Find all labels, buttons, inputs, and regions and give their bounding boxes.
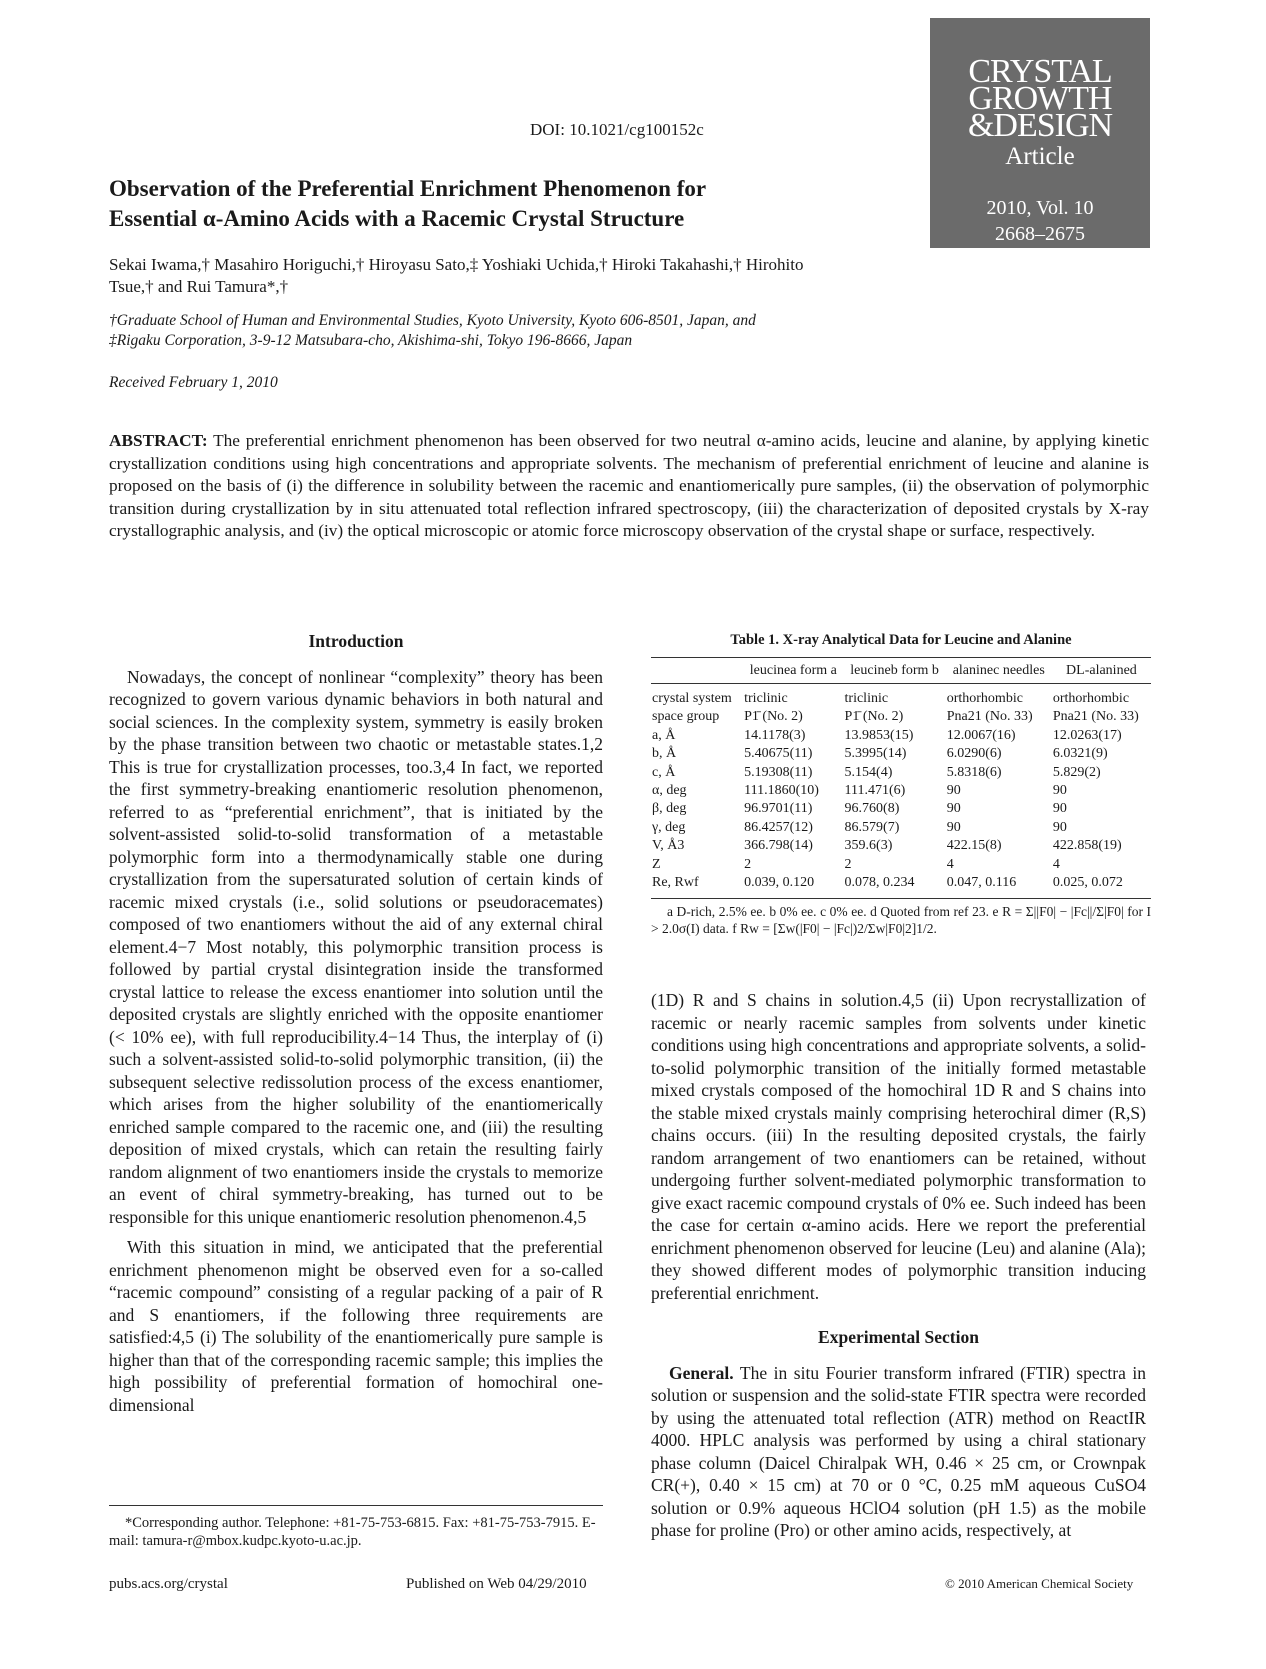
table-row bbox=[651, 819, 1151, 837]
journal-name-line-1: CRYSTAL bbox=[968, 53, 1112, 90]
table-cell: 90 bbox=[946, 783, 961, 799]
table-header-cell: DL-alanined bbox=[1052, 658, 1151, 684]
general-label: General. bbox=[669, 1362, 734, 1383]
abstract bbox=[109, 430, 1149, 543]
table-cell: 12.0263(17) bbox=[1052, 727, 1122, 743]
table-cell: 0.025, 0.072 bbox=[1052, 875, 1123, 891]
table-cell: 422.15(8) bbox=[946, 838, 1002, 854]
table-row bbox=[651, 800, 1151, 818]
table-cell: 90 bbox=[1052, 783, 1067, 799]
table-cell: 13.9853(15) bbox=[844, 727, 914, 743]
table-cell: 90 bbox=[1052, 819, 1067, 835]
table-cell: 14.1178(3) bbox=[744, 727, 806, 743]
table-cell: 359.6(3) bbox=[844, 838, 893, 854]
table-cell: 0.039, 0.120 bbox=[744, 875, 815, 891]
corresponding-author-footnote: *Corresponding author. Telephone: +81-75-753-6815. Fax: +81-75-753-7915. E-mail: tamura-r@mbox.kudpc.kyoto-u.ac.jp. bbox=[109, 1505, 603, 1550]
table-footnotes: a D-rich, 2.5% ee. b 0% ee. c 0% ee. d Quoted from ref 23. e R = Σ||F0| − |Fc||/Σ|F0| for I > 2.0σ(I) data. f Rw = [Σw(|F0| − |Fc|)2/Σw|F0|2]1/2. bbox=[651, 904, 1151, 937]
table-cell: 4 bbox=[946, 856, 954, 872]
table-cell: 6.0290(6) bbox=[946, 746, 1002, 762]
intro-paragraph-2: With this situation in mind, we anticipated that the preferential enrichment phenomenon might be observed even for a so-called “racemic compound” consisting of a regular packing of a pair of R and S enantiomers, if the following three requirements are satisfied:4,5 (i) The solubility of the enantiomerically pure sample is higher than that of the corresponding racemic sample; this implies the high possibility of preferential formation of homochiral one-dimensional bbox=[109, 1237, 603, 1415]
table-cell: 86.579(7) bbox=[844, 819, 900, 835]
doi-link[interactable]: DOI: 10.1021/cg100152c bbox=[530, 120, 704, 139]
table-body bbox=[651, 684, 1151, 899]
table-cell: 0.078, 0.234 bbox=[844, 875, 915, 891]
journal-url[interactable]: pubs.acs.org/crystal bbox=[109, 1576, 228, 1592]
table-cell: triclinic bbox=[844, 691, 889, 706]
table-row-label: space group bbox=[652, 709, 720, 725]
table-header-cell: leucineb form b bbox=[844, 658, 946, 684]
journal-volume bbox=[930, 195, 1150, 247]
table-row-label: γ, deg bbox=[652, 819, 686, 835]
table-cell: 90 bbox=[946, 819, 961, 835]
table-cell: orthorhombic bbox=[1052, 691, 1130, 706]
table-row-label: b, Å bbox=[652, 746, 677, 762]
journal-badge bbox=[930, 18, 1150, 248]
experimental-heading: Experimental Section bbox=[818, 1327, 979, 1347]
volume-line: 2010, Vol. 10 bbox=[986, 197, 1094, 219]
table-cell: 5.19308(11) bbox=[744, 764, 813, 780]
author-list: Sekai Iwama,† Masahiro Horiguchi,† Hiroyasu Sato,‡ Yoshiaki Uchida,† Hiroki Takahashi,† Hirohito Tsue,† and Rui Tamura*,† bbox=[109, 255, 804, 296]
table-cell: 12.0067(16) bbox=[946, 727, 1016, 743]
table-row-label: crystal system bbox=[652, 691, 732, 706]
table-row bbox=[651, 727, 1151, 745]
table-row bbox=[651, 856, 1151, 874]
table-cell: 366.798(14) bbox=[744, 838, 813, 854]
table-row bbox=[651, 874, 1151, 899]
publication-date: Published on Web 04/29/2010 bbox=[406, 1576, 587, 1592]
table-cell: 5.8318(6) bbox=[946, 764, 1002, 780]
table-row bbox=[651, 764, 1151, 782]
table-cell: 96.760(8) bbox=[844, 801, 900, 817]
table-row-label: a, Å bbox=[652, 727, 676, 743]
article-type: Article bbox=[1005, 143, 1075, 170]
general-paragraph bbox=[651, 1362, 1146, 1542]
right-column-text bbox=[651, 989, 1146, 1550]
table-row bbox=[651, 684, 1151, 709]
table-1 bbox=[651, 632, 1151, 937]
table-cell: orthorhombic bbox=[946, 691, 1023, 706]
table-row-label: α, deg bbox=[652, 783, 687, 799]
table-cell: 5.154(4) bbox=[844, 764, 893, 780]
copyright: © 2010 American Chemical Society bbox=[945, 1576, 1134, 1591]
table-cell: P1̄ (No. 2) bbox=[744, 709, 803, 725]
table-cell: 86.4257(12) bbox=[744, 819, 813, 835]
table-cell: 5.3995(14) bbox=[844, 746, 907, 762]
table-header-cell: leucinea form a bbox=[743, 658, 843, 684]
affiliation-1: †Graduate School of Human and Environmental Studies, Kyoto University, Kyoto 606-8501, Japan, and bbox=[109, 312, 756, 329]
table-cell: triclinic bbox=[744, 691, 788, 706]
general-text: The in situ Fourier transform infrared (FTIR) spectra in solution or suspension and the solid-state FTIR spectra were recorded by using the attenuated total reflection (ATR) method on ReactIR 4000. HPLC analysis was performed by using a chiral stationary phase column (Daicel Chiralpak WH, 0.46 × 25 cm, or Crownpak CR(+), 0.40 × 15 cm) at 70 or 0 °C, 0.25 mM aqueous CuSO4 solution or 0.9% aqueous HClO4 solution (pH 1.5) as the mobile phase for proline (Pro) or other amino acids, respectively, at bbox=[651, 1362, 1146, 1540]
table-cell: 2 bbox=[844, 856, 852, 872]
abstract-label: ABSTRACT: bbox=[109, 431, 208, 450]
journal-name bbox=[930, 53, 1150, 144]
received-date: Received February 1, 2010 bbox=[109, 374, 278, 391]
journal-name-line-2: GROWTH bbox=[968, 80, 1112, 117]
intro-paragraph-1: Nowadays, the concept of nonlinear “complexity” theory has been recognized to govern various dynamic behaviors in both natural and social sciences. In the complexity system, symmetry is easily broken by the phase transition between two chaotic or metastable states.1,2 This is true for crystallization processes, too.3,4 In fact, we reported the first symmetry-breaking enantiomeric resolution phenomenon, referred to as “preferential enrichment”, that is initiated by the solvent-assisted solid-to-solid transformation of a metastable polymorphic form into a thermodynamically stable one during crystallization from the supersaturated solution of certain kinds of racemic mixed crystals (i.e., solid solutions or pseudoracemates) composed of two enantiomers without the aid of any external chiral element.4−7 Most notably, this polymorphic transition process is followed by partial crystal disintegration inside the transformed crystal lattice to release the excess enantiomer into solution until the deposited crystals are slightly enriched with the opposite enantiomer (< 10% ee), with full reproducibility.4−14 Thus, the interplay of (i) such a solvent-assisted solid-to-solid polymorphic transition, (ii) the subsequent selective redissolution process of the excess enantiomer, which arises from the higher solubility of the enantiomerically enriched sample compared to the racemic one, and (iii) the resulting deposition of mixed crystals, which can retain the resulting fairly random alignment of two enantiomers inside the crystals to memorize an event of chiral symmetry-breaking, has turned out to be responsible for this unique enantiomeric resolution phenomenon.4,5 bbox=[109, 666, 603, 1227]
table-row bbox=[651, 782, 1151, 800]
affiliations bbox=[109, 311, 889, 351]
table-cell: Pna21 (No. 33) bbox=[946, 709, 1033, 725]
table-row-label: c, Å bbox=[652, 764, 676, 780]
table-header-cell: alaninec needles bbox=[946, 658, 1052, 684]
table-cell: 5.829(2) bbox=[1052, 764, 1101, 780]
table-row-label: V, Å3 bbox=[652, 838, 685, 854]
table-cell: Pna21 (No. 33) bbox=[1052, 709, 1139, 725]
table-header-cell bbox=[651, 658, 743, 684]
introduction-heading: Introduction bbox=[308, 631, 404, 651]
journal-name-line-3: &DESIGN bbox=[967, 107, 1113, 144]
table-cell: 422.858(19) bbox=[1052, 838, 1122, 854]
table-row bbox=[651, 708, 1151, 726]
introduction-section bbox=[109, 630, 603, 1424]
table-cell: 0.047, 0.116 bbox=[946, 875, 1017, 891]
table-cell: 6.0321(9) bbox=[1052, 746, 1108, 762]
table-row bbox=[651, 745, 1151, 763]
table-cell: P1̄ (No. 2) bbox=[844, 709, 904, 725]
table-header-row bbox=[651, 658, 1151, 684]
pages-line: 2668–2675 bbox=[995, 223, 1085, 245]
table-cell: 90 bbox=[1052, 801, 1067, 817]
table-row-label: β, deg bbox=[652, 801, 687, 817]
table-caption: Table 1. X-ray Analytical Data for Leucine and Alanine bbox=[730, 632, 1072, 648]
paper-title: Observation of the Preferential Enrichment Phenomenon for Essential α-Amino Acids with a Racemic Crystal Structure bbox=[109, 176, 706, 231]
table-row bbox=[651, 837, 1151, 855]
table-row-label: Re, Rwf bbox=[652, 875, 699, 891]
table-cell: 96.9701(11) bbox=[744, 801, 813, 817]
table-cell: 5.40675(11) bbox=[744, 746, 813, 762]
xray-data-table bbox=[651, 657, 1151, 899]
table-cell: 90 bbox=[946, 801, 961, 817]
table-cell: 111.1860(10) bbox=[744, 783, 819, 799]
table-row-label: Z bbox=[652, 856, 661, 872]
affiliation-2: ‡Rigaku Corporation, 3-9-12 Matsubara-cho, Akishima-shi, Tokyo 196-8666, Japan bbox=[109, 332, 633, 349]
table-cell: 4 bbox=[1052, 856, 1060, 872]
table-cell: 2 bbox=[744, 856, 752, 872]
abstract-text: The preferential enrichment phenomenon has been observed for two neutral α-amino acids, leucine and alanine, by applying kinetic crystallization conditions using high concentrations and appropriate solvents. The mechanism of preferential enrichment of leucine and alanine is proposed on the basis of (i) the difference in solubility between the racemic and enantiomerically pure samples, (ii) the observation of polymorphic transition during crystallization by in situ attenuated total reflection infrared spectroscopy, (iii) the characterization of deposited crystals by X-ray crystallographic analysis, and (iv) the optical microscopic or atomic force microscopy observation of the crystal shape or surface, respectively. bbox=[109, 431, 1149, 541]
table-cell: 111.471(6) bbox=[844, 783, 906, 799]
intro-continuation: (1D) R and S chains in solution.4,5 (ii) Upon recrystallization of racemic or nearly racemic samples from solvents under kinetic conditions using high concentrations and appropriate solvents, a solid-to-solid polymorphic transition of the initially formed metastable mixed crystals composed of the homochiral 1D R and S chains into the stable mixed crystals mainly comprising heterochiral dimer (R,S) chains occurs. (iii) In the resulting deposited crystals, the fairly random arrangement of two enantiomers can be retained, without undergoing further solvent-mediated polymorphic transformation to give exact racemic compound crystals of 0% ee. Such indeed has been the case for certain α-amino acids. Here we report the preferential enrichment phenomenon observed for leucine (Leu) and alanine (Ala); they showed different modes of polymorphic transition inducing preferential enrichment. bbox=[651, 990, 1146, 1303]
